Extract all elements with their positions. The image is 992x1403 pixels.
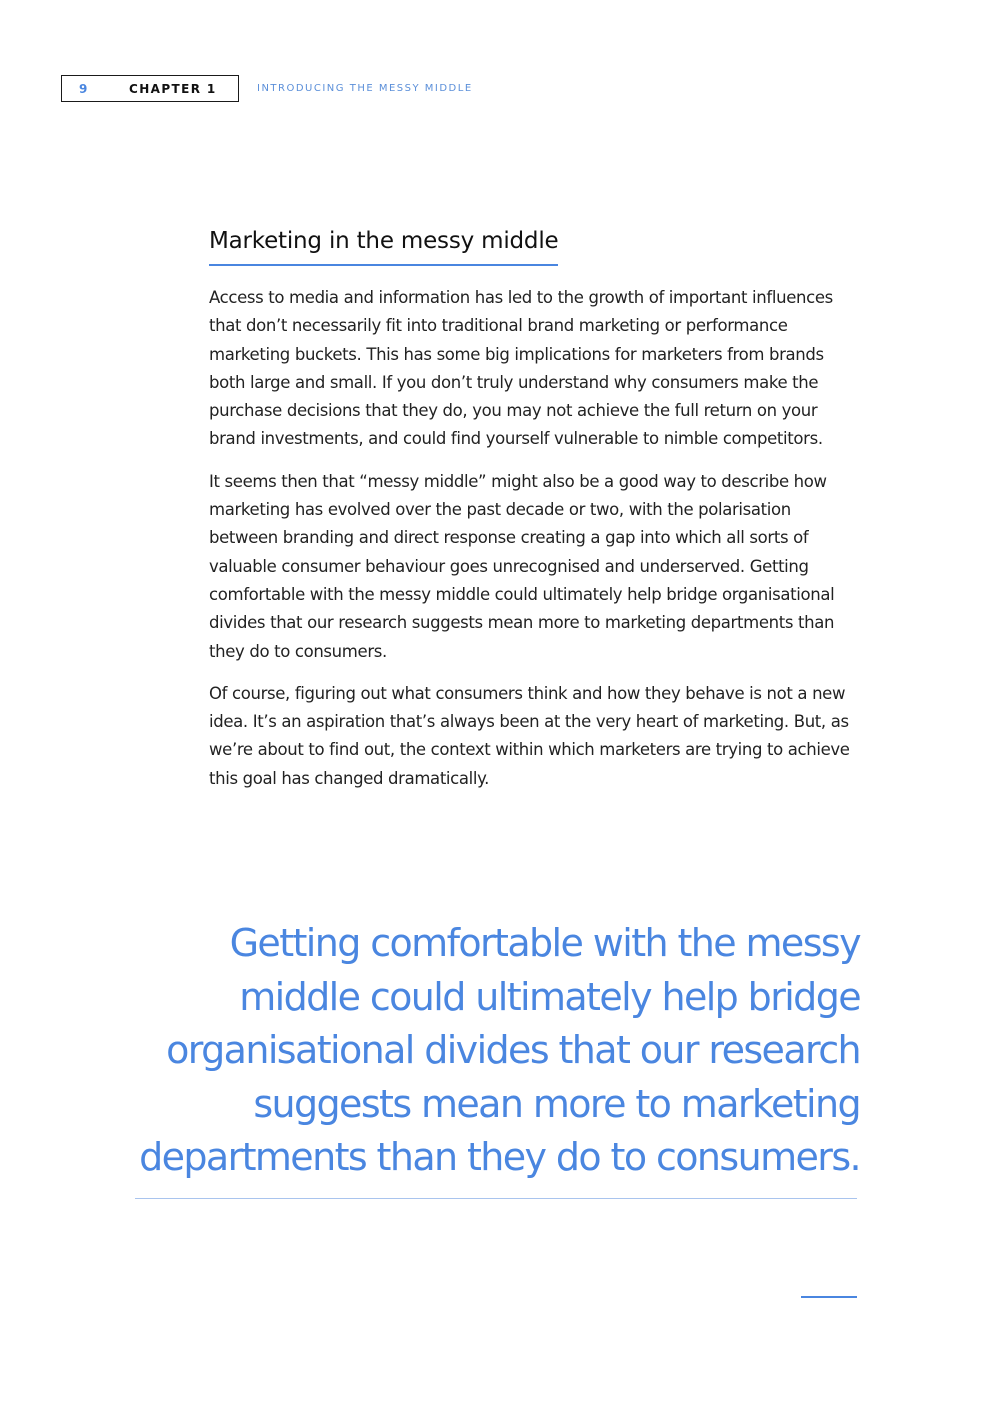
section-label: INTRODUCING THE MESSY MIDDLE: [257, 83, 473, 94]
section-heading: Marketing in the messy middle: [209, 225, 558, 266]
footer-accent-line: [801, 1296, 857, 1298]
quote-divider: [135, 1198, 857, 1199]
paragraph-2: It seems then that “messy middle” might also be a good way to describe how marketing has evolved over the past decade or two, with the polarisation between branding and direct response creating a gap into which all sorts of valuable consumer behaviour goes unrecognised and underserved. Getting comfortable with the messy middle could ultimately help bridge organisational divides that our research suggests mean more to marketing departments than they do to consumers.: [209, 471, 835, 661]
chapter-label: CHAPTER 1: [129, 82, 217, 96]
pull-quote-line-2: middle could ultimately help bridge: [239, 974, 860, 1019]
pull-quote-line-3: organisational divides that our research: [166, 1028, 860, 1072]
pull-quote-line-5: departments than they do to consumers.: [139, 1135, 860, 1179]
paragraph-1: Access to media and information has led to the growth of important influences that don’t necessarily fit into traditional brand marketing or performance marketing buckets. This has some big implications for marketers from brands both large and small. If you don’t truly understand why consumers make the purchase decisions that they do, you may not achieve the full return on your brand investments, and could find yourself vulnerable to nimble competitors.: [209, 288, 833, 449]
pull-quote-line-4: suggests mean more to marketing: [253, 1081, 860, 1126]
page-number: 9: [79, 82, 88, 96]
paragraph-3: Of course, figuring out what consumers think and how they behave is not a new idea. It’s an aspiration that’s always been at the very heart of marketing. But, as we’re about to find out, the context within which marketers are trying to achieve this goal has changed dramatically.: [209, 683, 850, 788]
article-body: [209, 284, 859, 807]
pull-quote: [120, 917, 860, 1185]
pull-quote-line-1: Getting comfortable with the messy: [229, 921, 860, 965]
